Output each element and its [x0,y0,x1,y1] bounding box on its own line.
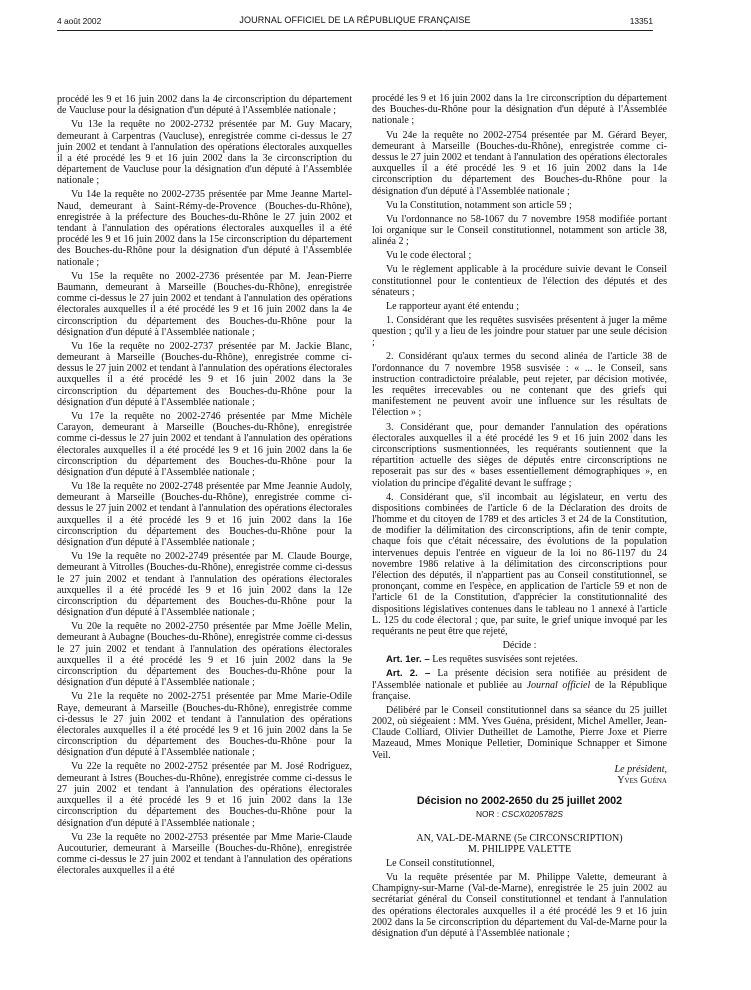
paragraph: procédé les 9 et 16 juin 2002 dans la 1re circonscription du département des Bouches-du-Rhône pour la désignation d'un député à l'Assemblée nationale ; [372,93,667,127]
paragraph: Vu la Constitution, notamment son article 59 ; [386,199,572,211]
signature-name: Yves Guéna [617,774,667,786]
paragraph: procédé les 9 et 16 juin 2002 dans la 4e circonscription du département de Vaucluse pour la désignation d'un député à l'Assemblée nationale ; [57,94,352,117]
decide-heading: Décide : [502,640,537,652]
paragraph: Vu 18e la requête no 2002-2748 présentée par Mme Jeannie Audoly, demeurant à Marseille (Bouches-du-Rhône), enregistrée comme ci-dessus le 27 juin 2002 et tendant à l'annulation des opérations électorales auxquelles il a été procédé les 9 et 16 juin 2002 dans la 16e circonscription du département des Bouches-du-Rhône pour la désignation d'un député à l'Assemblée nationale ; [57,481,352,549]
page-header [57,0,653,31]
decision-title: Décision no 2002-2650 du 25 juillet 2002 [416,795,623,808]
paragraph: Vu 13e la requête no 2002-2732 présentée par M. Guy Macary, demeurant à Carpentras (Vaucluse), enregistrée comme ci-dessus le 27 juin 2002 et tendant à l'annulation des opérations électorales auxquelles il a été procédé les 9 et 16 juin 2002 dans la 3e circonscription du département de Vaucluse pour la désignation d'un député à l'Assemblée nationale ; [57,119,352,187]
decision-subtitle-name: M. PHILIPPE VALETTE [467,843,572,855]
paragraph: Vu 23e la requête no 2002-2753 présentée par Mme Marie-Claude Aucouturier, demeurant à Marseille (Bouches-du-Rhône), enregistrée comme ci-dessus le 27 juin 2002 et tendant à l'annulation des opérations électorales auxquelles il a été [57,831,352,877]
paragraph: 1. Considérant que les requêtes susvisées présentent à juger la même question ; qu'il y a lieu de les joindre pour statuer par une seule décision ; [372,314,667,349]
article-1 [372,654,667,665]
paragraph: Vu 21e la requête no 2002-2751 présentée par Mme Marie-Odile Raye, demeurant à Marseille (Bouches-du-Rhône), enregistrée comme ci-dessus le 27 juin 2002 et tendant à l'annulation des opérations électorales auxquelles il a été procédé les 9 et 16 juin 2002 dans la 5e circonscription du département des Bouches-du-Rhône pour la désignation d'un député à l'Assemblée nationale ; [57,691,352,759]
signature-title: Le président, [614,763,667,775]
paragraph: Vu l'ordonnance no 58-1067 du 7 novembre 1958 modifiée portant loi organique sur le Conseil constitutionnel, notamment son article 38, alinéa 2 ; [372,213,667,248]
header-journal-title: JOURNAL OFFICIEL DE LA RÉPUBLIQUE FRANÇAISE [239,15,471,25]
paragraph: Vu 15e la requête no 2002-2736 présentée par M. Jean-Pierre Baumann, demeurant à Marseille (Bouches-du-Rhône), enregistrée comme ci-dessus le 27 juin 2002 et tendant à l'annulation des opérations électorales auxquelles il a été procédé les 9 et 16 juin 2002 dans la 4e circonscription du département des Bouches-du-Rhône pour la désignation d'un député à l'Assemblée nationale ; [57,270,352,338]
paragraph: Vu 19e la requête no 2002-2749 présentée par M. Claude Bourge, demeurant à Vitrolles (Bouches-du-Rhône), enregistrée comme ci-dessus le 27 juin 2002 et tendant à l'annulation des opérations électorales auxquelles il a été procédé les 9 et 16 juin 2002 dans la 12e circonscription du département des Bouches-du-Rhône pour la désignation d'un député à l'Assemblée nationale ; [57,551,352,619]
paragraph: 2. Considérant qu'aux termes du second alinéa de l'article 38 de l'ordonnance du 7 novembre 1958 susvisée : « ... le Conseil, sans instruction contradictoire préalable, peut rejeter, par décision motivée, les requêtes irrecevables ou ne contenant que des griefs qui manifestement ne peuvent avoir une influence sur les résultats de l'élection » ; [372,351,667,419]
article-2-text-end: de la République française. [372,679,668,702]
left-column [57,94,352,879]
article-1-label: Art. 1er. – [386,654,430,666]
paragraph: 3. Considérant que, pour demander l'annulation des opérations électorales auxquelles il a été procédé les 9 et 16 juin 2002 dans les circonscriptions susmentionnées, les requérants soutiennent que la répartition actuelle des sièges de députés entre circonscriptions ne reposerait pas sur des « bases essentiellement démographiques », en violation du principe d'égalité devant le suffrage ; [372,421,667,489]
article-2-text: La présente décision sera notifiée au président de l'Assemblée nationale et publiée au [372,668,667,691]
deliberation: Délibéré par le Conseil constitutionnel dans sa séance du 25 juillet 2002, où siégeaient : MM. Yves Guéna, président, Michel Ameller, Jean-Claude Colliard, Olivier Dutheillet de Lamothe, Pierre Joxe et Pierre Mazeaud, Mmes Monique Pelletier, Dominique Schnapper et Simone Veil. [372,704,667,761]
article-1-text: Les requêtes susvisées sont rejetées. [429,654,578,666]
article-2 [372,668,667,702]
paragraph: Le Conseil constitutionnel, [386,857,495,869]
paragraph: Vu le code électoral ; [386,250,472,262]
paragraph: Vu 22e la requête no 2002-2752 présentée par M. José Rodriguez, demeurant à Istres (Bouches-du-Rhône), enregistrée comme ci-dessus le 27 juin 2002 et tendant à l'annulation des opérations électorales auxquelles il a été procédé les 9 et 16 juin 2002 dans la 13e circonscription du département des Bouches-du-Rhône pour la désignation d'un député à l'Assemblée nationale ; [57,761,352,829]
paragraph: Vu 20e la requête no 2002-2750 présentée par Mme Joëlle Melin, demeurant à Aubagne (Bouches-du-Rhône), enregistrée comme ci-dessus le 27 juin 2002 et tendant à l'annulation des opérations électorales auxquelles il a été procédé les 9 et 16 juin 2002 dans la 9e circonscription du département des Bouches-du-Rhône pour la désignation d'un député à l'Assemblée nationale ; [57,621,352,689]
header-date: 4 août 2002 [57,16,102,26]
article-2-label: Art. 2. – [386,668,431,680]
right-column [372,93,667,942]
paragraph: Vu 24e la requête no 2002-2754 présentée par M. Gérard Beyer, demeurant à Marseille (Bouches-du-Rhône), enregistrée comme ci-dessus le 27 juin 2002 et tendant à l'annulation des opérations électorales auxquelles il a été procédé les 9 et 16 juin 2002 dans la 14e circonscription du département des Bouches-du-Rhône pour la désignation d'un député à l'Assemblée nationale ; [372,129,667,197]
paragraph: Vu 14e la requête no 2002-2735 présentée par Mme Jeanne Martel-Naud, demeurant à Saint-Rémy-de-Provence (Bouches-du-Rhône), enregistrée à la préfecture des Bouches-du-Rhône le 27 juin 2002 et tendant à l'annulation des opérations électorales auxquelles il a été procédé les 9 et 16 juin 2002 dans la 15e circonscription du département des Bouches-du-Rhône pour la désignation d'un député à l'Assemblée nationale ; [57,189,352,268]
paragraph: 4. Considérant que, s'il incombait au législateur, en vertu des dispositions combinées de l'article 6 de la Déclaration des droits de l'homme et du citoyen de 1789 et des articles 3 et 24 de la Constitution, de modifier la délimitation des circonscriptions, afin de tenir compte, chaque fois que c'était nécessaire, des évolutions de la population intervenues depuis l'entrée en vigueur de la loi no 86-1197 du 24 novembre 1986 relative à la délimitation des circonscriptions pour l'élection des députés, il n'appartient pas au Conseil constitutionnel, se prononçant, comme en l'espèce, en application de l'article 59 et non de l'article 61 de la Constitution, d'apprécier la constitutionnalité des dispositions législatives contenues dans le tableau no 1 annexé à l'article L. 125 du code électoral ; que, par suite, le grief unique invoqué par les requérants ne peut être que rejeté, [372,491,667,638]
paragraph: Vu 16e la requête no 2002-2737 présentée par M. Jackie Blanc, demeurant à Marseille (Bouches-du-Rhône), enregistrée comme ci-dessus le 27 juin 2002 et tendant à l'annulation des opérations électorales auxquelles il a été procédé les 9 et 16 juin 2002 dans la 3e circonscription du département des Bouches-du-Rhône pour la désignation d'un député à l'Assemblée nationale ; [57,340,352,408]
paragraph: Vu 17e la requête no 2002-2746 présentée par Mme Michèle Carayon, demeurant à Marseille (Bouches-du-Rhône), enregistrée comme ci-dessus le 27 juin 2002 et tendant à l'annulation des opérations électorales auxquelles il a été procédé les 9 et 16 juin 2002 dans la 6e circonscription du département des Bouches-du-Rhône pour la désignation d'un député à l'Assemblée nationale ; [57,410,352,478]
nor-line [372,809,667,820]
header-page-number: 13351 [629,16,653,26]
paragraph: Le rapporteur ayant été entendu ; [386,300,520,312]
journal-officiel-italic: Journal officiel [526,679,591,691]
paragraph: Vu le règlement applicable à la procédure suivie devant le Conseil constitutionnel pour le contentieux de l'élection des députés et des sénateurs ; [372,264,667,298]
nor-label: NOR : [475,809,502,820]
paragraph: Vu la requête présentée par M. Philippe Valette, demeurant à Champigny-sur-Marne (Val-de-Marne), enregistrée le 25 juin 2002 au secrétariat général du Conseil constitutionnel et tendant à l'annulation des opérations électorales auxquelles il a été procédé les 9 et 16 juin 2002 dans la 5e circonscription du département du Val-de-Marne pour la désignation d'un député à l'Assemblée nationale ; [372,871,667,939]
decision-subtitle: AN, VAL-DE-MARNE (5e CIRCONSCRIPTION) [416,832,623,844]
nor-code: CSCX0205782S [501,809,564,820]
